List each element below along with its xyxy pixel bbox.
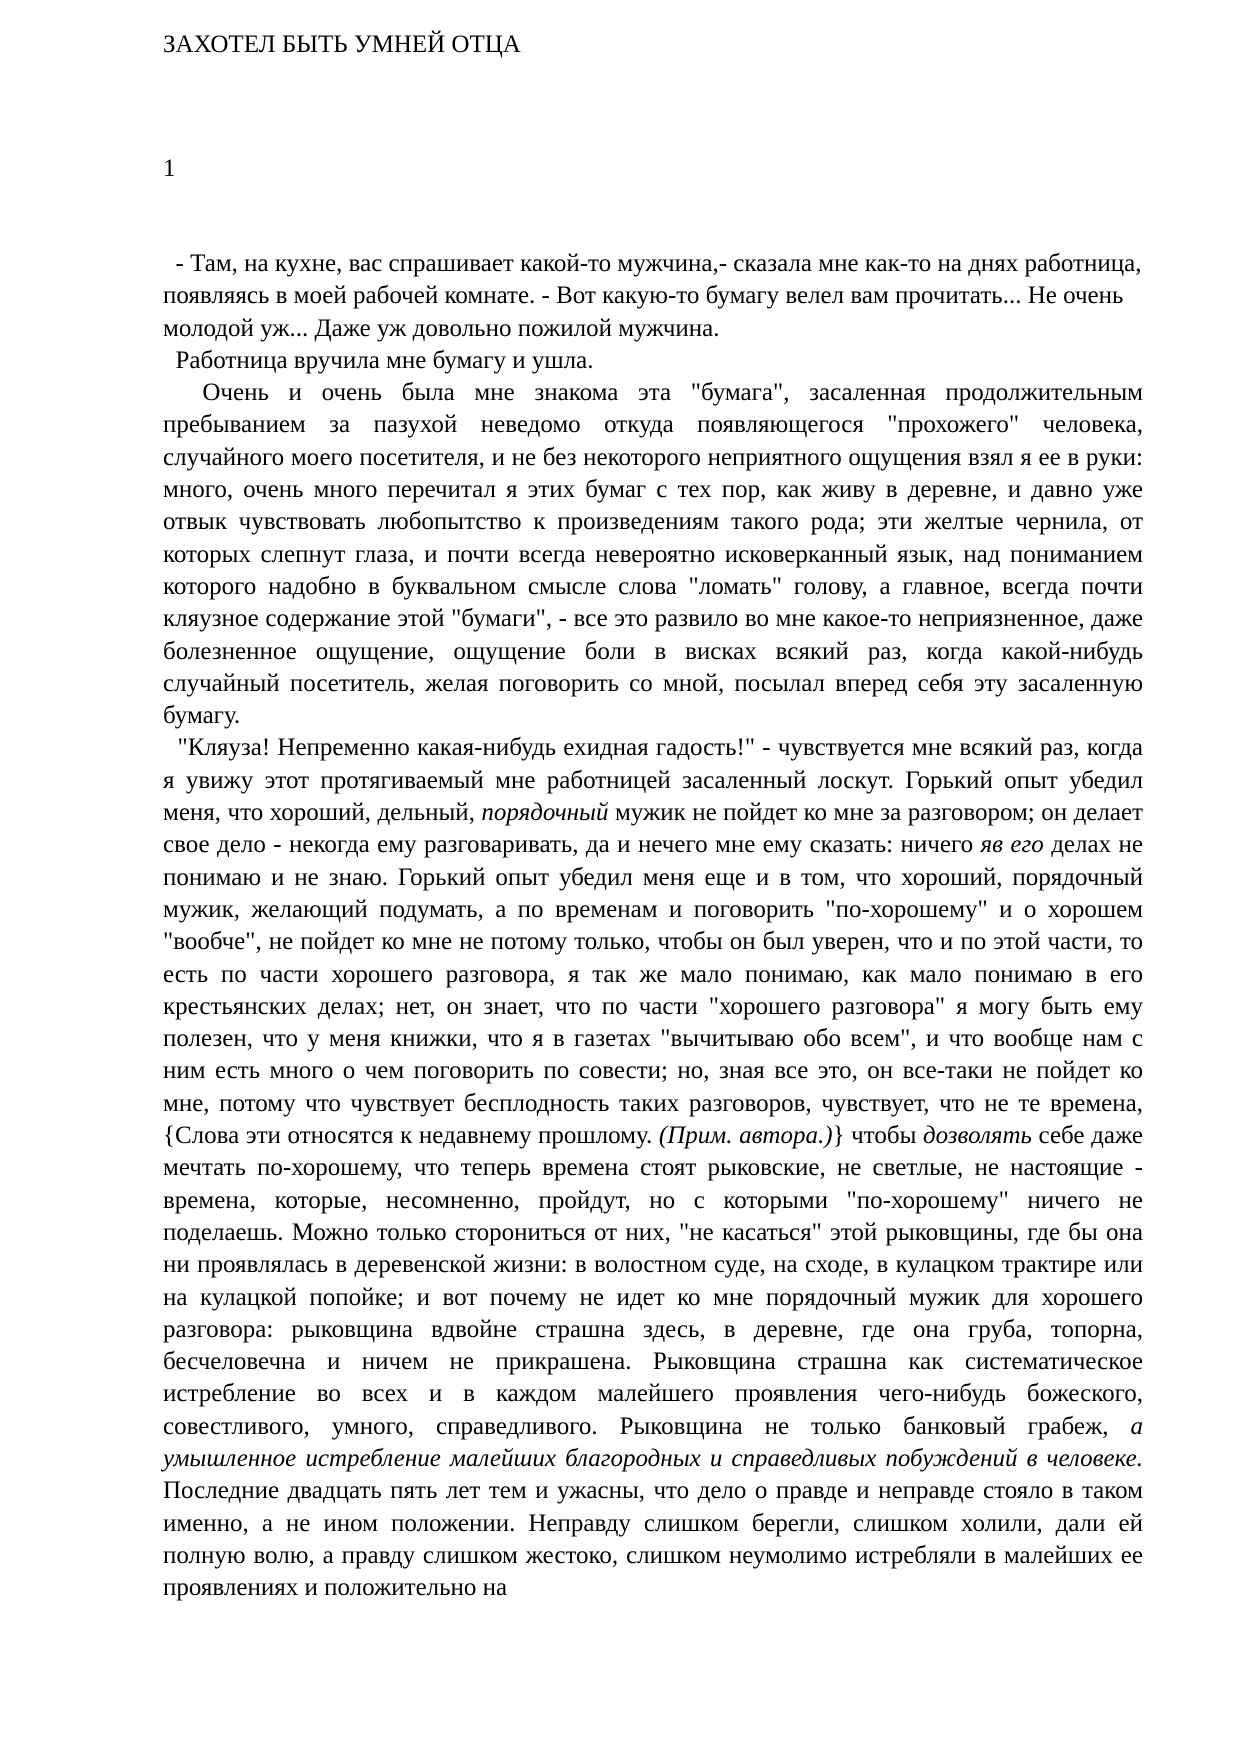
paragraph xyxy=(163,732,1143,1604)
italic-run: дозволять xyxy=(922,1122,1032,1150)
paragraph xyxy=(163,345,1143,377)
italic-run: а умышленное истребление малейших благородных и справедливых побуждений в человеке. xyxy=(163,1412,1143,1472)
document-title: ЗАХОТЕЛ БЫТЬ УМНЕЙ ОТЦА xyxy=(163,31,521,58)
body-text xyxy=(163,248,1143,1604)
paragraph-indent xyxy=(163,734,178,761)
text-run: делах не понимаю и не знаю. Горький опыт убедил меня еще и в том, что хороший, порядочный мужик, желающий подумать, а по временам и поговорить "по-хорошему" и о хорошем "вообче", не пойдет ко мне не потому только, чтобы он был уверен, что и по этой части, то есть по части хорошего разговора, я так же мало понимаю, как мало понимаю в его крестьянских делах; нет, он знает, что по части "хорошего разговора" я могу быть ему полезен, что у меня книжки, что я в газетах "вычитываю обо всем", и что вообще нам с ним есть много о чем поговорить по совести; но, зная все это, он все-таки не пойдет ко мне, потому что чувствует бесплодность таких разговоров, чувствует, что не те времена, {Слова эти относятся к недавнему прошлому. xyxy=(163,831,1143,1150)
text-run: себе даже мечтать по-хорошему, что теперь времена стоят рыковские, не светлые, не настоящие - времена, которые, несомненно, пройдут, но с которыми "по-хорошему" ничего не поделаешь. Можно только сторониться от них, "не касаться" этой рыковщины, где бы она ни проявлялась в деревенской жизни: в волостном суде, на сходе, в кулацком трактире или на кулацкой попойке; и вот почему не идет ко мне порядочный мужик для хорошего разговора: рыковщина вдвойне страшна здесь, в деревне, где она груба, топорна, бесчеловечна и ничем не прикрашена. Рыковщина страшна как систематическое истребление во всех и в каждом малейшего проявления чего-нибудь божеского, совестливого, умного, справедливого. Рыковщина не только банковый грабеж, xyxy=(163,1122,1143,1440)
paragraph-indent xyxy=(163,347,176,374)
text-run: Работница вручила мне бумагу и ушла. xyxy=(175,346,594,374)
italic-run: (Прим. автора.) xyxy=(658,1122,833,1150)
italic-run: порядочный xyxy=(481,799,609,827)
paragraph xyxy=(163,377,1143,732)
text-run: "Кляуза! Непременно какая-нибудь ехидная гадость!" - чувствуется мне всякий раз, когда я увижу этот протягиваемый мне работницей засаленный лоскут. Горький опыт убедил меня, что хороший, дельный, xyxy=(163,734,1144,827)
text-run: } чтобы xyxy=(832,1122,923,1150)
chapter-number: 1 xyxy=(163,155,176,182)
text-run: Очень и очень была мне знакома эта "бумага", засаленная продолжительным пребыванием за пазухой неведомо откуда появляющегося "прохожего" человека, случайного моего посетителя, и не без некоторого неприятного ощущения взял я ее в руки: много, очень много перечитал я этих бумаг с тех пор, как живу в деревне, и давно уже отвык чувствовать любопытство к произведениям такого рода; эти желтые чернила, от которых слепнут глаза, и почти всегда невероятно исковерканный язык, над пониманием которого надобно в буквальном смысле слова "ломать" голову, а главное, всегда почти кляузное содержание этой "бумаги", - все это развило во мне какое-то неприязненное, даже болезненное ощущение, ощущение боли в висках всякий раз, когда какой-нибудь случайный посетитель, желая поговорить со мной, посылал вперед себя эту засаленную бумагу. xyxy=(163,379,1143,730)
paragraph-indent xyxy=(163,379,202,406)
text-run: - Там, на кухне, вас спрашивает какой-то мужчина,- сказала мне как-то на днях работница, появляясь в моей рабочей комнате. - Вот какую-то бумагу велел вам прочитать... Не очень молодой уж... Даже уж довольно пожилой мужчина. xyxy=(163,250,1142,342)
paragraph-indent xyxy=(163,250,176,277)
paragraph xyxy=(163,248,1143,345)
text-run: мужик не пойдет ко мне за разговором; он делает свое дело - некогда ему разговаривать, да и нечего мне ему сказать: ничего xyxy=(163,799,1143,859)
italic-run: яв его xyxy=(980,831,1044,859)
text-run: Последние двадцать пять лет тем и ужасны, что дело о правде и неправде стояло в таком именно, а не ином положении. Неправду слишком берегли, слишком холили, дали ей полную волю, а правду слишком жестоко, слишком неумолимо истребляли в малейших ее проявлениях и положительно на xyxy=(163,1477,1143,1602)
